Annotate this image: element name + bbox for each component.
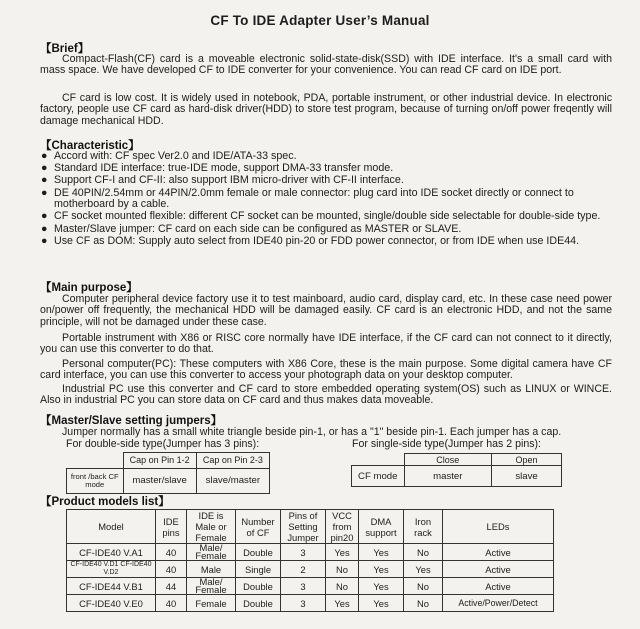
- table-cell: Male/ Female: [187, 544, 236, 561]
- table-cell: CF-IDE40 V.E0: [67, 595, 156, 612]
- table-cell: Yes: [359, 544, 404, 561]
- table-cell: slave/master: [196, 468, 269, 493]
- table-cell: 3: [281, 544, 326, 561]
- table-header-row: [67, 510, 554, 544]
- table-header-cell: Cap on Pin 2-3: [196, 453, 269, 469]
- table-cell: 40: [156, 561, 187, 578]
- bullet-icon: ●: [41, 234, 48, 247]
- main-purpose-paragraph-2: Portable instrument with X86 or RISC core normally have IDE interface, if the CF card can not connect to it directly, you can use this converter to do that.: [40, 332, 612, 356]
- table-cell: Male: [187, 561, 236, 578]
- table-row: [67, 468, 270, 493]
- table-row: [67, 561, 554, 578]
- table-cell: No: [326, 578, 359, 595]
- table-cell: 3: [281, 595, 326, 612]
- table-cell: Yes: [326, 595, 359, 612]
- table-header-cell: DMA support: [359, 510, 404, 544]
- bullet-icon: ●: [41, 150, 48, 162]
- bullet-icon: ●: [41, 210, 48, 223]
- characteristic-heading: 【Characteristic】: [40, 140, 140, 152]
- table-header-cell: Open: [492, 454, 562, 466]
- list-item: ● CF socket mounted flexible: different CF socket can be mounted, single/double side selectable for double-side type.: [41, 210, 601, 223]
- brief-paragraph-2: CF card is low cost. It is widely used in notebook, PDA, portable instrument, or other industrial device. In electronic factory, people use CF card as hard-disk driver(HDD) to store test program, because of turning on/off power freqently will damage mechanical HDD.: [40, 92, 612, 127]
- table-cell: Single: [236, 561, 281, 578]
- table-cell: Male/ Female: [187, 578, 236, 595]
- list-item: ● Standard IDE interface: true-IDE mode, support DMA-33 transfer mode.: [41, 162, 394, 175]
- table-header-cell: IDE is Male or Female: [187, 510, 236, 544]
- table-header-cell: Cap on Pin 1-2: [123, 453, 196, 469]
- table-cell: No: [404, 595, 443, 612]
- table-cell: front /back CF mode: [67, 468, 124, 493]
- table-cell: 40: [156, 544, 187, 561]
- table-cell: CF mode: [352, 466, 405, 487]
- table-cell: Yes: [359, 595, 404, 612]
- table-header-cell: Number of CF: [236, 510, 281, 544]
- double-side-label: For double-side type(Jumper has 3 pins):: [66, 438, 260, 450]
- table-cell: Double: [236, 544, 281, 561]
- table-row: [67, 595, 554, 612]
- list-item: ● Accord with: CF spec Ver2.0 and IDE/ATA-33 spec.: [41, 150, 297, 162]
- table-cell: Active: [443, 578, 554, 595]
- single-side-jumper-table: [351, 453, 562, 487]
- table-cell: master/slave: [123, 468, 196, 493]
- brief-paragraph-1: Compact-Flash(CF) card is a moveable electronic solid-state-disk(SSD) with IDE interface. It's a small card with mass space. We have developed CF to IDE converter for your convenience. You can read CF card on IDE port.: [40, 53, 612, 77]
- table-header-cell: VCC from pin20: [326, 510, 359, 544]
- table-row: [67, 578, 554, 595]
- table-cell: 40: [156, 595, 187, 612]
- main-purpose-heading: 【Main purpose】: [40, 282, 138, 294]
- table-header-cell: Pins of Setting Jumper: [281, 510, 326, 544]
- table-cell: Active: [443, 544, 554, 561]
- brief-heading: 【Brief】: [40, 43, 90, 55]
- table-row: [352, 466, 562, 487]
- table-cell: Yes: [359, 578, 404, 595]
- main-purpose-paragraph-4: Industrial PC use this converter and CF card to store embedded operating system(OS) such as LINUX or WINCE. Also in industrial PC you can store data on CF card and thus makes data moveable.: [40, 383, 612, 407]
- table-cell: CF-IDE40 V.A1: [67, 544, 156, 561]
- table-cell: [352, 454, 405, 466]
- table-row: [67, 544, 554, 561]
- table-header-cell: Iron rack: [404, 510, 443, 544]
- list-item: ● Support CF-I and CF-II: also support IBM micro-driver with CF-II interface.: [41, 174, 404, 187]
- table-row: [352, 454, 562, 466]
- table-cell: Yes: [404, 561, 443, 578]
- table-cell: 3: [281, 578, 326, 595]
- list-item: ● Use CF as DOM: Supply auto select from IDE40 pin-20 or FDD power connector, or from IDE when use IDE44.: [41, 234, 580, 247]
- table-cell: Yes: [326, 544, 359, 561]
- jumpers-intro: Jumper normally has a small white triangle beside pin-1, or has a "1" beside pin-1. Each jumper has a cap.: [62, 426, 562, 438]
- table-header-cell: IDE pins: [156, 510, 187, 544]
- table-cell: master: [404, 466, 492, 487]
- list-item: ● DE 40PIN/2.54mm or 44PIN/2.0mm female or male connector: plug card into IDE socket directly or connect to motherboard by a cable.: [41, 186, 574, 211]
- list-item: ● Master/Slave jumper: CF card on each side can be configured as MASTER or SLAVE.: [41, 222, 462, 235]
- table-header-cell: Model: [67, 510, 156, 544]
- product-models-table: [66, 509, 554, 612]
- main-purpose-paragraph-3: Personal computer(PC): These computers with X86 Core, these is the main purpose. Some digital camera have CF card interface, you can use this converter to access your photograph data on your desktop computer.: [40, 358, 612, 382]
- table-cell: 44: [156, 578, 187, 595]
- jumpers-heading: 【Master/Slave setting jumpers】: [40, 415, 223, 427]
- table-cell: No: [326, 561, 359, 578]
- main-purpose-paragraph-1: Computer peripheral device factory use it to test mainboard, audio card, display card, etc. In these case need power on/power off frequently, the mechanical HDD will be damaged easily. CF card is an electronic HDD, and not the same principle, will not be damaged under these case.: [40, 293, 612, 328]
- table-cell: Yes: [359, 561, 404, 578]
- bullet-icon: ●: [41, 222, 48, 235]
- bullet-icon: ●: [41, 162, 48, 175]
- bullet-icon: ●: [41, 174, 48, 187]
- single-side-label: For single-side type(Jumper has 2 pins):: [352, 438, 542, 450]
- table-header-cell: Close: [404, 454, 492, 466]
- table-cell: 2: [281, 561, 326, 578]
- table-cell: slave: [492, 466, 562, 487]
- table-cell: Active: [443, 561, 554, 578]
- characteristic-list: [40, 151, 615, 248]
- models-heading: 【Product models list】: [40, 496, 170, 508]
- page-title: CF To IDE Adapter User’s Manual: [210, 13, 430, 28]
- table-cell: Active/Power/Detect: [443, 595, 554, 612]
- table-cell: Double: [236, 578, 281, 595]
- table-row: [67, 453, 270, 469]
- table-cell: No: [404, 544, 443, 561]
- table-header-cell: LEDs: [443, 510, 554, 544]
- table-cell: [67, 453, 124, 469]
- table-cell: Female: [187, 595, 236, 612]
- table-cell: Double: [236, 595, 281, 612]
- double-side-jumper-table: [66, 452, 270, 494]
- table-cell: No: [404, 578, 443, 595]
- bullet-icon: ●: [41, 186, 48, 199]
- table-cell: CF-IDE40 V.D1 CF-IDE40 V.D2: [67, 561, 156, 578]
- table-cell: CF-IDE44 V.B1: [67, 578, 156, 595]
